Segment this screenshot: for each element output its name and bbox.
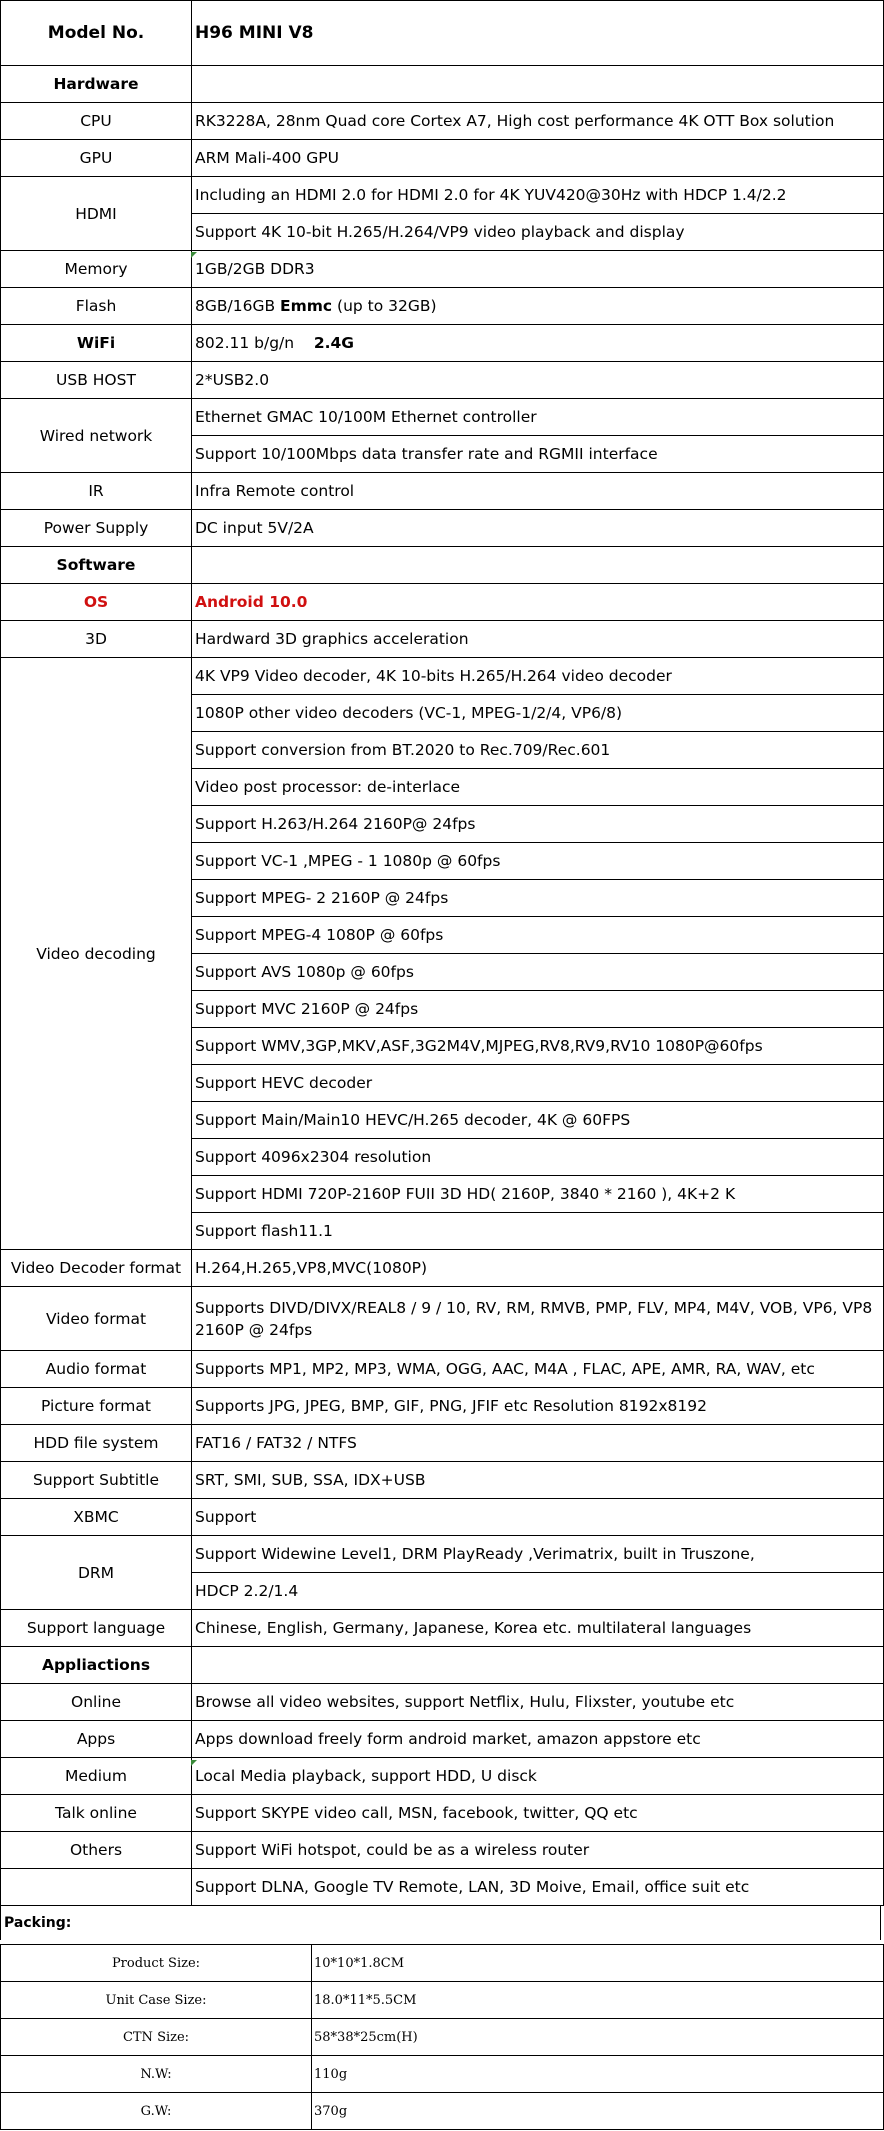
- spec-value: DC input 5V/2A: [192, 510, 884, 547]
- spec-value: Support HDMI 720P-2160P FUII 3D HD( 2160P, 3840 * 2160 ), 4K+2 K: [192, 1176, 884, 1213]
- packing-label: G.W:: [1, 2093, 312, 2130]
- spec-row-audio-format: [1, 1351, 884, 1388]
- spec-value: Support DLNA, Google TV Remote, LAN, 3D Moive, Email, office suit etc: [192, 1869, 884, 1906]
- spec-value: Support 10/100Mbps data transfer rate and RGMII interface: [192, 436, 884, 473]
- packing-row: [1, 2093, 884, 2130]
- spec-value: RK3228A, 28nm Quad core Cortex A7, High cost performance 4K OTT Box solution: [192, 103, 884, 140]
- spec-label: Support Subtitle: [1, 1462, 192, 1499]
- spec-label: Audio format: [1, 1351, 192, 1388]
- cell-marker-icon: [191, 252, 197, 258]
- spec-label: Talk online: [1, 1795, 192, 1832]
- spec-row-picture-format: [1, 1388, 884, 1425]
- spec-label: GPU: [1, 140, 192, 177]
- spec-label: Power Supply: [1, 510, 192, 547]
- spec-value: HDCP 2.2/1.4: [192, 1573, 884, 1610]
- flash-size: 8GB/16GB: [195, 297, 281, 315]
- spec-label: HDMI: [1, 177, 192, 251]
- spec-row-extra: [1, 1869, 884, 1906]
- spec-value: Browse all video websites, support Netflix, Hulu, Flixster, youtube etc: [192, 1684, 884, 1721]
- spec-value: FAT16 / FAT32 / NTFS: [192, 1425, 884, 1462]
- spec-value: 2*USB2.0: [192, 362, 884, 399]
- packing-label: CTN Size:: [1, 2019, 312, 2056]
- spec-label: Online: [1, 1684, 192, 1721]
- spec-value: Ethernet GMAC 10/100M Ethernet controller: [192, 399, 884, 436]
- packing-row: [1, 2056, 884, 2093]
- spec-value: Including an HDMI 2.0 for HDMI 2.0 for 4K YUV420@30Hz with HDCP 1.4/2.2: [192, 177, 884, 214]
- spec-value: Support MVC 2160P @ 24fps: [192, 991, 884, 1028]
- spec-row-video-decoder-format: [1, 1250, 884, 1287]
- spec-label: USB HOST: [1, 362, 192, 399]
- spec-label: DRM: [1, 1536, 192, 1610]
- spec-row-medium: [1, 1758, 884, 1795]
- spec-value: Support Widewine Level1, DRM PlayReady ,Verimatrix, built in Truszone,: [192, 1536, 884, 1573]
- packing-value: 370g: [312, 2093, 884, 2130]
- spec-value: Infra Remote control: [192, 473, 884, 510]
- packing-table: [0, 1944, 884, 2130]
- spec-value: Support 4096x2304 resolution: [192, 1139, 884, 1176]
- spec-row-others: [1, 1832, 884, 1869]
- spec-label: OS: [1, 584, 192, 621]
- spec-value: Supports DIVD/DIVX/REAL8 / 9 / 10, RV, RM, RMVB, PMP, FLV, MP4, M4V, VOB, VP6, VP8 2160P @ 24fps: [192, 1287, 884, 1351]
- spec-row-gpu: [1, 140, 884, 177]
- spec-row-drm: [1, 1536, 884, 1573]
- spec-value: Support 4K 10-bit H.265/H.264/VP9 video playback and display: [192, 214, 884, 251]
- spec-value: Support: [192, 1499, 884, 1536]
- spec-value: Chinese, English, Germany, Japanese, Korea etc. multilateral languages: [192, 1610, 884, 1647]
- spec-label: XBMC: [1, 1499, 192, 1536]
- spec-row-usb-host: [1, 362, 884, 399]
- spec-value: 4K VP9 Video decoder, 4K 10-bits H.265/H.264 video decoder: [192, 658, 884, 695]
- spec-row-3d: [1, 621, 884, 658]
- section-applications: Appliactions: [1, 1647, 192, 1684]
- spec-value: Local Media playback, support HDD, U disck: [192, 1758, 884, 1795]
- spec-row-xbmc: [1, 1499, 884, 1536]
- packing-title: Packing:: [0, 1906, 881, 1940]
- spec-row-memory: [1, 251, 884, 288]
- spec-row-hdd-file-system: [1, 1425, 884, 1462]
- spec-row-os: [1, 584, 884, 621]
- spec-row-wired-network: [1, 399, 884, 436]
- spec-value: [192, 288, 884, 325]
- spec-label: Video format: [1, 1287, 192, 1351]
- packing-row: [1, 1982, 884, 2019]
- spec-value: Support SKYPE video call, MSN, facebook, twitter, QQ etc: [192, 1795, 884, 1832]
- spec-value: SRT, SMI, SUB, SSA, IDX+USB: [192, 1462, 884, 1499]
- spec-label: Wired network: [1, 399, 192, 473]
- spec-row-apps: [1, 1721, 884, 1758]
- flash-max: (up to 32GB): [332, 297, 437, 315]
- section-row: [1, 1647, 884, 1684]
- packing-value: 110g: [312, 2056, 884, 2093]
- packing-label: N.W:: [1, 2056, 312, 2093]
- spec-label: 3D: [1, 621, 192, 658]
- spec-value: Support VC-1 ,MPEG - 1 1080p @ 60fps: [192, 843, 884, 880]
- packing-value: 10*10*1.8CM: [312, 1945, 884, 1982]
- spec-value: Apps download freely form android market, amazon appstore etc: [192, 1721, 884, 1758]
- spec-label: WiFi: [1, 325, 192, 362]
- spec-label: Memory: [1, 251, 192, 288]
- spec-row-hdmi: [1, 177, 884, 214]
- spec-label: Apps: [1, 1721, 192, 1758]
- spec-row-wifi: [1, 325, 884, 362]
- spec-row-support-language: [1, 1610, 884, 1647]
- wifi-band: 2.4G: [313, 334, 355, 352]
- spec-value: Support flash11.1: [192, 1213, 884, 1250]
- spec-value: Support MPEG-4 1080P @ 60fps: [192, 917, 884, 954]
- spec-value: Hardward 3D graphics acceleration: [192, 621, 884, 658]
- spec-label: Support language: [1, 1610, 192, 1647]
- section-row: [1, 547, 884, 584]
- spec-value: Support WMV,3GP,MKV,ASF,3G2M4V,MJPEG,RV8,RV9,RV10 1080P@60fps: [192, 1028, 884, 1065]
- model-label: Model No.: [1, 1, 192, 66]
- spec-label: HDD file system: [1, 1425, 192, 1462]
- spec-value: Supports MP1, MP2, MP3, WMA, OGG, AAC, M4A , FLAC, APE, AMR, RA, WAV, etc: [192, 1351, 884, 1388]
- spec-value: [192, 325, 884, 362]
- spec-value: 1080P other video decoders (VC-1, MPEG-1/2/4, VP6/8): [192, 695, 884, 732]
- wifi-standard: 802.11 b/g/n: [195, 334, 295, 352]
- packing-label: Product Size:: [1, 1945, 312, 1982]
- spec-label: Others: [1, 1832, 192, 1869]
- spec-row-video-decoding: [1, 658, 884, 695]
- spec-value: Video post processor: de-interlace: [192, 769, 884, 806]
- spec-label: IR: [1, 473, 192, 510]
- spec-value: Support MPEG- 2 2160P @ 24fps: [192, 880, 884, 917]
- model-value: H96 MINI V8: [192, 1, 884, 66]
- spec-row-online: [1, 1684, 884, 1721]
- spec-row-talk-online: [1, 1795, 884, 1832]
- spec-value: Support WiFi hotspot, could be as a wireless router: [192, 1832, 884, 1869]
- section-software: Software: [1, 547, 192, 584]
- section-hardware: Hardware: [1, 66, 192, 103]
- spec-label: Medium: [1, 1758, 192, 1795]
- spec-label: CPU: [1, 103, 192, 140]
- spec-label: Video decoding: [1, 658, 192, 1250]
- model-row: [1, 1, 884, 66]
- spec-value: Support AVS 1080p @ 60fps: [192, 954, 884, 991]
- packing-value: 58*38*25cm(H): [312, 2019, 884, 2056]
- spec-row-flash: [1, 288, 884, 325]
- section-row: [1, 66, 884, 103]
- spec-value: ARM Mali-400 GPU: [192, 140, 884, 177]
- packing-value: 18.0*11*5.5CM: [312, 1982, 884, 2019]
- spec-value: Supports JPG, JPEG, BMP, GIF, PNG, JFIF etc Resolution 8192x8192: [192, 1388, 884, 1425]
- spec-value: H.264,H.265,VP8,MVC(1080P): [192, 1250, 884, 1287]
- spec-row-ir: [1, 473, 884, 510]
- spec-row-cpu: [1, 103, 884, 140]
- spec-row-video-format: [1, 1287, 884, 1351]
- packing-row: [1, 1945, 884, 1982]
- packing-row: [1, 2019, 884, 2056]
- spec-value: Support Main/Main10 HEVC/H.265 decoder, 4K @ 60FPS: [192, 1102, 884, 1139]
- spec-label: Flash: [1, 288, 192, 325]
- spec-value: Support H.263/H.264 2160P@ 24fps: [192, 806, 884, 843]
- spec-label: Picture format: [1, 1388, 192, 1425]
- spec-value: 1GB/2GB DDR3: [192, 251, 884, 288]
- spec-row-support-subtitle: [1, 1462, 884, 1499]
- packing-label: Unit Case Size:: [1, 1982, 312, 2019]
- spec-value: Support HEVC decoder: [192, 1065, 884, 1102]
- cell-marker-icon: [191, 1760, 197, 1766]
- spec-row-power-supply: [1, 510, 884, 547]
- spec-value: Android 10.0: [192, 584, 884, 621]
- flash-type: Emmc: [280, 297, 333, 315]
- spec-value: Support conversion from BT.2020 to Rec.709/Rec.601: [192, 732, 884, 769]
- spec-label: Video Decoder format: [1, 1250, 192, 1287]
